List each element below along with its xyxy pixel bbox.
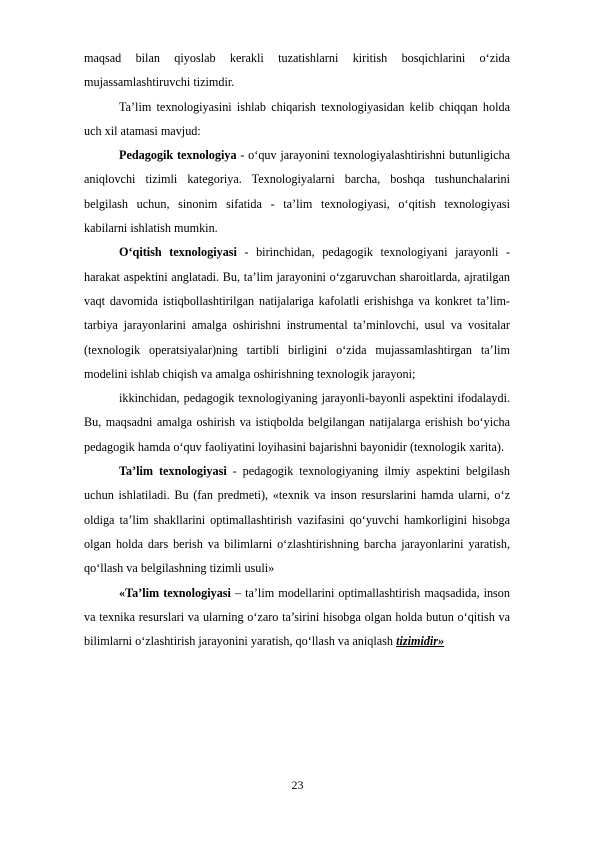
definition-text: - birinchidan, pedagogik texnologiyani jarayonli - harakat aspektini anglatadi. Bu, ta’lim jarayonini o‘zgaruvchan sharoitlarda, ajratilgan vaqt davomida istiqbollashtirilgan natijalariga kafolatli erishishga va konkret ta’lim-tarbiya jarayonlarini amalga oshirishni instrumental ta’minlovchi, usul va vositalar (texnologik operatsiyalar)ning tartibli birligini o‘zida mujassamlashtirgan ta’lim modelini ishlab chiqish va amalga oshirishning texnologik jarayoni; (84, 245, 510, 381)
definition-text: – ta’lim modellarini optimallashtirish maqsadida, inson va texnika resurslari va ularning o‘zaro ta’sirini hisobga olgan holda butun o‘qitish va bilimlarni o‘zlashtirish jarayonini yaratish, qo‘llash va aniqlash (84, 585, 510, 649)
term-oqitish-texnologiyasi: O‘qitish texnologiyasi (119, 245, 237, 260)
definition-text: - pedagogik texnologiyaning ilmiy aspektini belgilash uchun ishlatiladi. Bu (fan predmeti), «texnik va inson resurslarini hamda ularni, o‘z oldiga ta’lim shakllarini optimallashtirish vazifasini qo‘yuvchi hamkorligini hisobga olgan holda dars berish va bilimlarni o‘zlashtirishning barcha jarayonlarini yaratish, qo‘llash va belgilashning tizimli usuli» (84, 464, 510, 576)
definition-text: - o‘quv jarayonini texnologiyalashtirishni butunligicha aniqlovchi tizimli kategoriya. Texnologiyalarni barcha, boshqa tushunchalarini belgilash uchun, sinonim sifatida - ta’lim texnologiyasi, o‘qitish texnologiyasi kabilarni ishlatish mumkin. (84, 148, 510, 236)
term-talim-texnologiyasi-quote: «Ta’lim texnologiyasi (119, 585, 231, 600)
paragraph-pedagogik-texnologiya (84, 143, 510, 240)
paragraph-continuation: maqsad bilan qiyoslab kerakli tuzatishlarni kiritish bosqichlarini o‘zida mujassamlashtiruvchi tizimdir. (84, 51, 510, 90)
paragraph-oqitish-texnologiyasi (84, 240, 510, 386)
term-pedagogik-texnologiya: Pedagogik texnologiya (119, 148, 237, 163)
paragraph-talim-texnologiyasi-quote (84, 581, 510, 654)
paragraph-ikkinchidan: ikkinchidan, pedagogik texnologiyaning jarayonli-bayonli aspektini ifodalaydi. Bu, maqsadni amalga oshirish va istiqbolda belgilangan natijalarga erishish bo‘yicha pedagogik hamda o‘quv faoliyatini loyihasini bajarishni bayonidir (texnologik xarita). (84, 391, 510, 454)
underlined-closing-word: tizimidir» (396, 634, 445, 649)
body-text (84, 46, 510, 653)
page-number: 23 (291, 778, 304, 792)
term-talim-texnologiyasi: Ta’lim texnologiyasi (119, 464, 227, 479)
paragraph-talim-texnologiyasi (84, 459, 510, 580)
paragraph-intro: Ta’lim texnologiyasini ishlab chiqarish texnologiyasidan kelib chiqqan holda uch xil atamasi mavjud: (84, 99, 510, 138)
